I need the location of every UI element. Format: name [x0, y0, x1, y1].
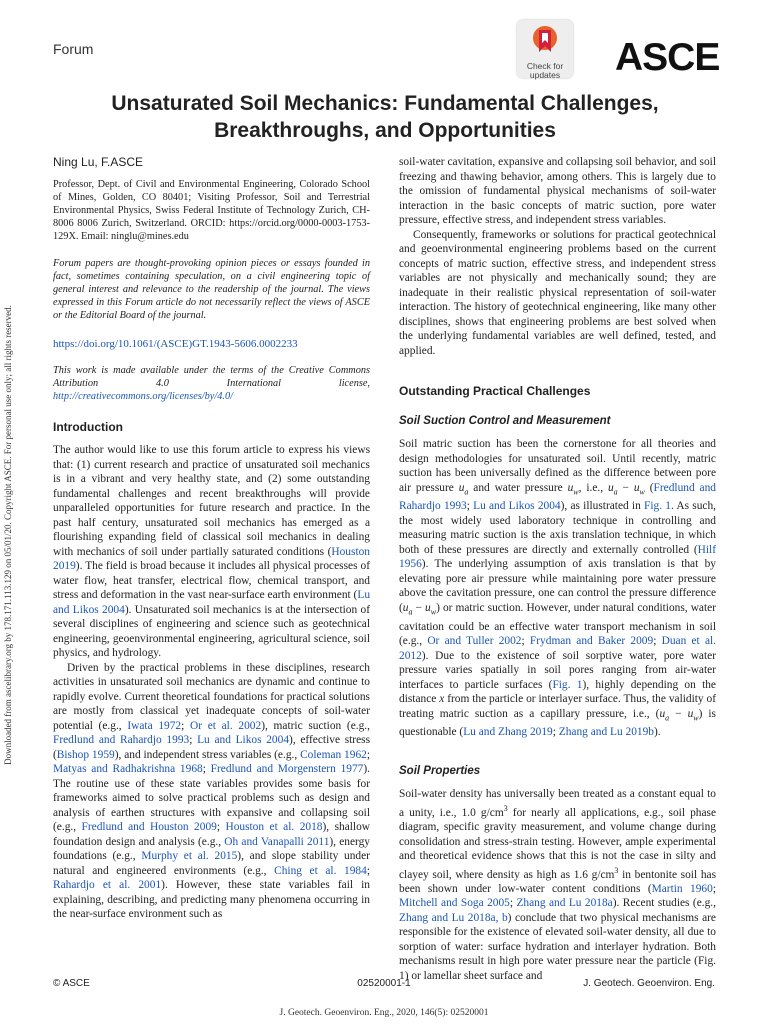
superscript: 3: [614, 865, 619, 875]
citation-link[interactable]: Houston et al. 2018: [225, 821, 323, 834]
introduction-paragraph: The author would like to use this forum article to express his views that: (1) current research and practice of unsaturated soil mechanics is in a vibrant and very healthy state, and (2) some outstanding fundamental challenges and recent breakthroughs will provide unparalleled opportunities for future research and practice. In the past half century, unsaturated soil mechanics has emerged as a flourishing expanding field of classical soil mechanics in dealing with mechanics of soil under partially saturated conditions (Houston 2019). The field is broad because it includes all physical processes of water flow, heat transfer, electrical flow, chemical transport, and stress and deformation in the vast near-surface earth environment (Lu and Likos 2004). Unsaturated soil mechanics is at the intersection of several disciplines of engineering and science such as geotechnical engineering, geoenvironmental engineering, agricultural science, soil physics, and hydrology.: [53, 444, 371, 660]
asce-logo: ASCE: [615, 36, 720, 79]
citation-link[interactable]: Fredlund and Rahardjo 1993: [53, 734, 190, 747]
citation-link[interactable]: Lu and Likos 2004: [473, 500, 561, 513]
math-symbol: u: [402, 601, 409, 614]
citation-link[interactable]: Martin 1960: [651, 882, 713, 895]
citation-link[interactable]: Duan et al. 2012: [399, 635, 717, 662]
citation-link[interactable]: Or et al. 2002: [190, 719, 262, 732]
citation-link[interactable]: Murphy et al. 2015: [141, 850, 238, 863]
body-paragraph: Soil matric suction has been the cornerstone for all theories and design methodologies for unsaturated soil. Until recently, matric suction has been universally defined as the difference between pore air pressure $u_a$ and water pressure $u_w$, i.e., $u_a - u_w$ (Fredlund and Rahardjo 1993; Lu and Likos 2004), as illustrated in Fig. 1. As such, the most widely used laboratory technique in controlling and measuring matric suction is the axis translation technique, in which both of these pressures are directly and externally controlled (Hilf 1956). The underlying assumption of axis translation is that by elevating pore air pressure while maintaining pore water pressure above the cavitation pressure, one can control the pressure difference $(u_a - u_w)$ or matric suction. However, under natural conditions, water cavitation could be an effective water transport mechanism in soil (e.g., Or and Tuller 2002; Frydman and Baker 2009; Duan et al. 2012). Due to the existence of soil sorptive water, pore water pressure varies spatially in soil pores ranging from air-water interfaces to particle surfaces (Fig. 1), highly depending on the distance x from the particle or interlayer surface. Thus, the validity of treating matric suction as a capillary pressure, i.e., $(u_a - u_w)$ is questionable (Lu and Zhang 2019; Zhang and Lu 2019b).: [399, 438, 717, 739]
citation-link[interactable]: Lu and Likos 2004: [53, 589, 371, 616]
badge-label: Check for updates: [526, 61, 564, 80]
body-paragraph: soil-water cavitation, expansive and collapsing soil behavior, and soil freezing and thawing behavior, among others. This is largely due to the omission of fundamental physical mechanisms of soil-water interaction in the basic concepts of matric suction, pore water pressure, effective stress, and independent stress variables.: [399, 156, 716, 226]
doi-link[interactable]: https://doi.org/10.1061/(ASCE)GT.1943-5606.0002233: [53, 337, 298, 350]
math-symbol: u: [567, 481, 574, 494]
author-name: Ning Lu, F.ASCE: [53, 155, 144, 169]
body-paragraph: Soil-water density has universally been treated as a constant equal to a unity, i.e., 1.0 $g/cm^3$ for nearly all applications, e.g., soil phase diagram, specific gravity measurement, and volume change during consolidation and stress-strain testing. However, ample experimental and theoretical evidence shows that this is not the case in silty and clayey soil, where density as high as 1.6 $g/cm^3$ in bentonite soil has been shown under low-water content conditions (Martin 1960; Mitchell and Soga 2005; Zhang and Lu 2018a). Recent studies (e.g., Zhang and Lu 2018a, b) conclude that two physical mechanisms are responsible for the existence of elevated soil-water density, all due to sorption of water: surface hydration and interlayer hydration. Both mechanisms result in high pore water pressure near the particle (Fig. 1) or lamellar sheet surface and: [399, 788, 716, 982]
citation-link[interactable]: Matyas and Radhakrishna 1968: [53, 763, 203, 776]
citation-link[interactable]: Fig. 1: [552, 678, 583, 691]
citation-link[interactable]: Rahardjo et al. 2001: [53, 879, 162, 892]
citation-link[interactable]: Zhang and Lu 2018a, b: [399, 911, 508, 924]
citation-link[interactable]: Fredlund and Rahardjo 1993: [399, 481, 716, 513]
math-subscript: a: [408, 607, 413, 617]
citation-link[interactable]: Iwata 1972: [127, 719, 182, 732]
section-heading: Outstanding Practical Challenges: [399, 384, 591, 398]
math-subscript: a: [464, 486, 469, 496]
author-affiliation: Professor, Dept. of Civil and Environmental Engineering, Colorado School of Mines, Golden, CO 80401; Visiting Professor, Soil and Terrestrial Environmental Physics, Swiss Federal Institute of Technology Zurich, CH-8006 8006 Zurich, Switzerland. ORCID: https://orcid.org/0000-0003-1753-129X. Email: ninglu@mines.edu: [53, 178, 370, 243]
right-column: [399, 155, 716, 983]
citation-link[interactable]: Fredlund and Houston 2009: [81, 821, 217, 834]
math-subscript: a: [613, 486, 618, 496]
left-column: [53, 155, 370, 922]
footer-copyright: © ASCE: [53, 978, 90, 989]
check-for-updates-badge[interactable]: [517, 20, 573, 78]
section-label: Forum: [53, 41, 94, 57]
license-link[interactable]: http://creativecommons.org/licenses/by/4.0/: [53, 391, 233, 403]
citation-link[interactable]: Or and Tuller 2002: [427, 635, 522, 648]
body-paragraph: Consequently, frameworks or solutions for practical geotechnical and geoenvironmental engineering problems based on the current concepts of matric suction, effective stress, and independent stress variables are not physically and mechanically sound; they are inadequate in their realistic physical representation of soil-water interaction. The history of geotechnical engineering, like many other disciplines, shows that engineering problems are best solved when the underlying fundamental variables are well defined, tested, and applied.: [399, 228, 716, 357]
math-symbol: u: [425, 601, 431, 614]
math-symbol: u: [458, 481, 465, 494]
subsection-heading: Soil Properties: [399, 764, 481, 777]
citation-link[interactable]: Bishop 1959: [56, 748, 115, 761]
math-subscript: w: [573, 486, 579, 496]
introduction-heading: Introduction: [53, 419, 123, 434]
superscript: 3: [503, 803, 508, 813]
subsection-heading: Soil Suction Control and Measurement: [399, 414, 611, 427]
citation-link[interactable]: Zhang and Lu 2018a: [516, 897, 613, 910]
footer-journal: J. Geotech. Geoenviron. Eng.: [583, 978, 715, 989]
license-note: [53, 364, 370, 404]
citation-link[interactable]: Lu and Zhang 2019: [463, 726, 553, 739]
article-title: Unsaturated Soil Mechanics: Fundamental Challenges, Breakthroughs, and Opportunities: [111, 92, 659, 142]
introduction-paragraph: Driven by the practical problems in these disciplines, research activities in unsaturated soil mechanics are dynamic and continue to rapidly evolve. Current theoretical foundations for practical solutions are mostly from classical yet inadequate concepts of soil-water potential (e.g., Iwata 1972; Or et al. 2002), matric suction (e.g., Fredlund and Rahardjo 1993; Lu and Likos 2004), effective stress (Bishop 1959), and independent stress variables (e.g., Coleman 1962; Matyas and Radhakrishna 1968; Fredlund and Morgenstern 1977). The routine use of these state variables provides some basis for frameworks aimed to solve practical problems such as design and analysis of earthen structures with expansive and collapsing soil (e.g., Fredlund and Houston 2009; Houston et al. 2018), shallow foundation design and analysis (e.g., Oh and Vanapalli 2011), energy foundations (e.g., Murphy et al. 2015), and slope stability under natural and engineered environments (e.g., Ching et al. 1984; Rahardjo et al. 2001). However, these state variables fail in explaining, describing, and predicting many phenomena occurring in the near-surface environment such as: [53, 661, 371, 921]
citation-link[interactable]: Frydman and Baker 2009: [529, 635, 654, 648]
citation-link[interactable]: Zhang and Lu 2019b: [558, 726, 654, 739]
math-symbol: u: [687, 707, 694, 720]
citation-link[interactable]: Fredlund and Morgenstern 1977: [210, 763, 364, 776]
citation-link[interactable]: Houston 2019: [53, 545, 370, 573]
download-notice-text: Downloaded from ascelibrary.org by 178.171.113.129 on 05/01/20. Copyright ASCE. For personal use only; all rights reserved.: [3, 305, 13, 765]
citation-link[interactable]: Hilf 1956: [399, 543, 716, 571]
bookmark-icon: [532, 25, 558, 55]
citation-link[interactable]: Fig. 1: [644, 500, 671, 513]
footer-citation: J. Geotech. Geoenviron. Eng., 2020, 146(5): 02520001: [279, 1008, 489, 1018]
license-text: This work is made available under the terms of the Creative Commons Attribution 4.0 International license,: [53, 365, 370, 390]
citation-link[interactable]: Lu and Likos 2004: [197, 734, 290, 747]
citation-link[interactable]: Ching et al. 1984: [274, 864, 367, 877]
math-subscript: w: [693, 712, 699, 722]
forum-note: Forum papers are thought-provoking opinion pieces or essays founded in fact, sometimes containing speculation, on a civil engineering topic of general interest and relevance to the readership of the journal. The views expressed in this Forum article do not necessarily reflect the views of ASCE or the Editorial Board of the journal.: [53, 257, 370, 322]
math-symbol: x: [439, 693, 445, 706]
math-symbol: u: [659, 707, 666, 720]
math-subscript: w: [639, 486, 645, 496]
citation-link[interactable]: Mitchell and Soga 2005: [399, 897, 510, 910]
citation-link[interactable]: Coleman 1962: [300, 748, 367, 761]
footer-page-id: 02520001-1: [357, 978, 411, 989]
math-subscript: w: [430, 607, 437, 617]
math-symbol: u: [607, 481, 614, 494]
citation-link[interactable]: Oh and Vanapalli 2011: [224, 835, 330, 848]
math-subscript: a: [665, 712, 670, 722]
math-symbol: u: [633, 481, 640, 494]
